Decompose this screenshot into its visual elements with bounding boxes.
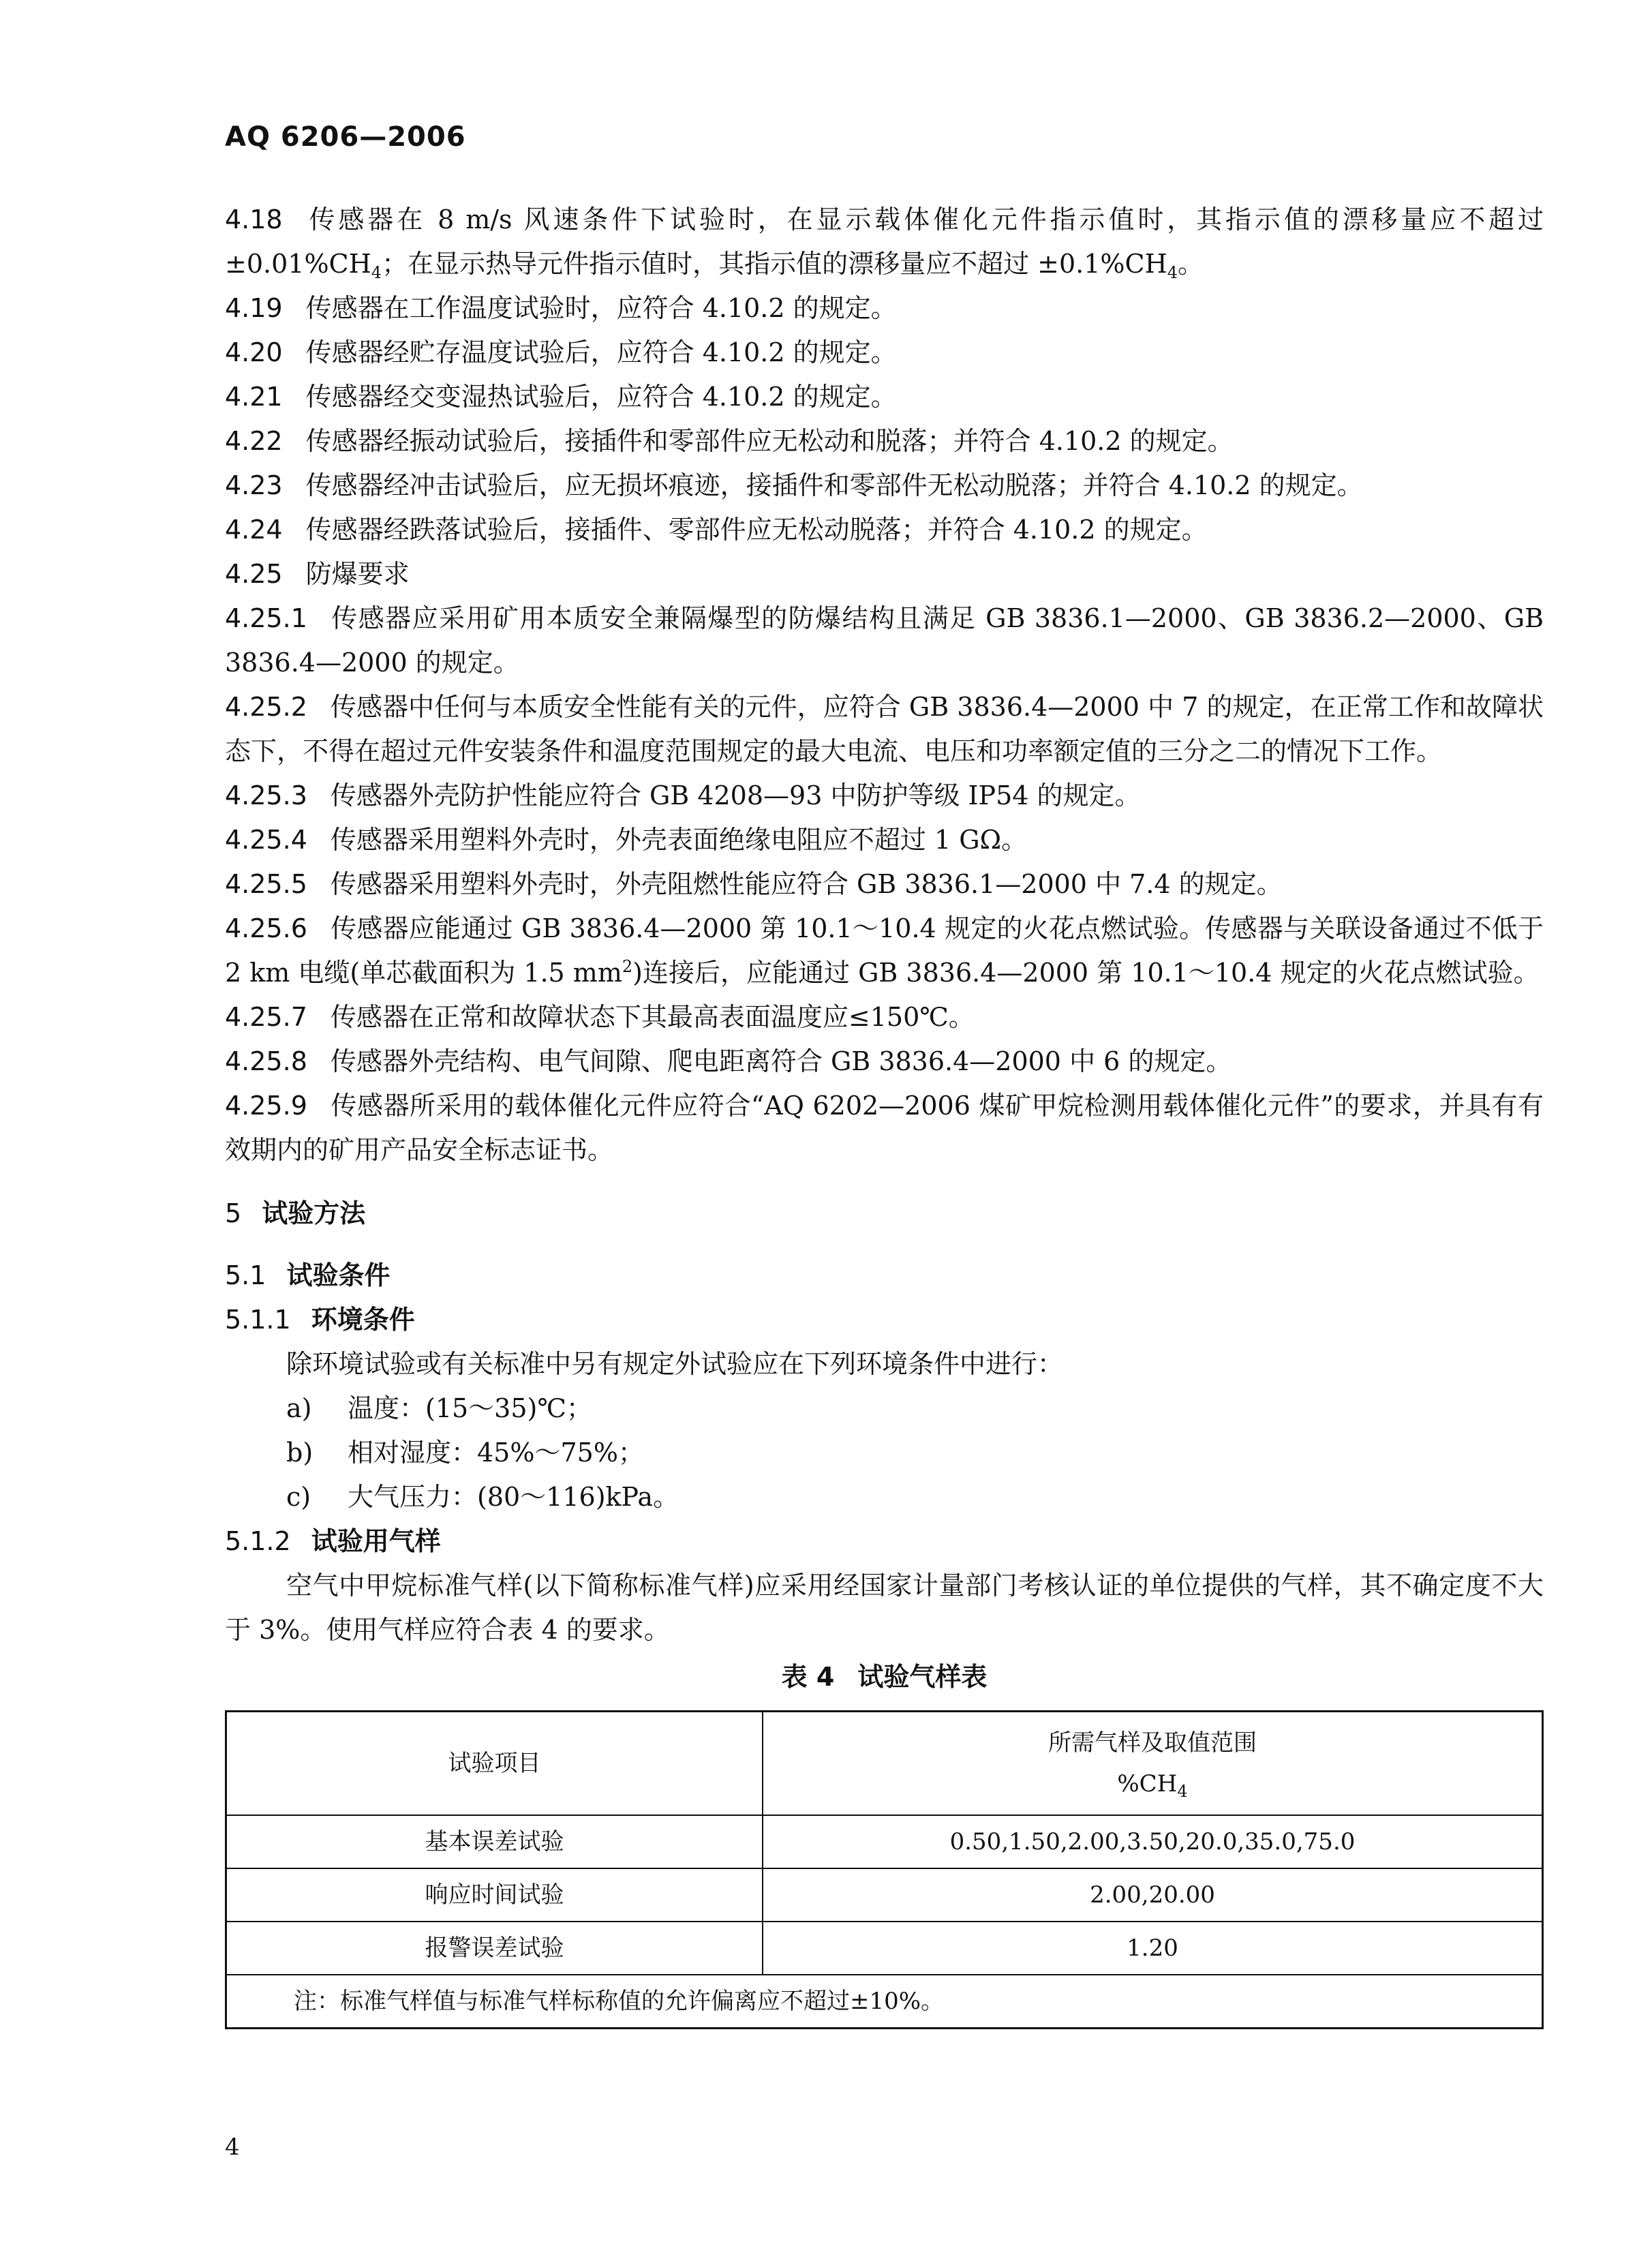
table-caption: 表 4 试验气样表: [781, 1662, 988, 1692]
clause-4-25-3: 4.25.3 传感器外壳防护性能应符合 GB 4208—93 中防护等级 IP54 的规定。: [225, 780, 1141, 810]
list-item: a) 温度：(15～35)℃；: [286, 1393, 592, 1423]
test-item-cell: 响应时间试验: [226, 1868, 763, 1922]
gas-value-cell: 0.50,1.50,2.00,3.50,20.0,35.0,75.0: [763, 1815, 1543, 1868]
section-5-1-heading: 5.1 试验条件: [225, 1260, 391, 1290]
table-row: [226, 1868, 1543, 1922]
standard-code: AQ 6206—2006: [225, 121, 466, 153]
clause-4-25-7: 4.25.7 传感器在正常和故障状态下其最高表面温度应≤150℃。: [225, 1002, 975, 1032]
clause-4-25-5: 4.25.5 传感器采用塑料外壳时，外壳阻燃性能应符合 GB 3836.1—2000 中 7.4 的规定。: [225, 869, 1283, 899]
clause-4-19: 4.19 传感器在工作温度试验时，应符合 4.10.2 的规定。: [225, 293, 897, 323]
clause-4-25-9: 4.25.9 传感器所采用的载体催化元件应符合“AQ 6202—2006 煤矿甲烷检测用载体催化元件”的要求，并具有有效期内的矿用产品安全标志证书。: [225, 1091, 1544, 1165]
test-item-cell: 报警误差试验: [226, 1922, 763, 1975]
section-5-1-1-heading: 5.1.1 环境条件: [225, 1305, 415, 1335]
gas-value-cell: 1.20: [763, 1922, 1543, 1975]
table-row: [226, 1922, 1543, 1975]
clause-4-25-2: 4.25.2 传感器中任何与本质安全性能有关的元件，应符合 GB 3836.4—2000 中 7 的规定，在正常工作和故障状态下，不得在超过元件安装条件和温度范围规定的最大电流、电压和功率额定值的三分之二的情况下工作。: [225, 692, 1544, 766]
clause-4-23: 4.23 传感器经冲击试验后，应无损坏痕迹，接插件和零部件无松动脱落；并符合 4.10.2 的规定。: [225, 470, 1363, 500]
list-item: c) 大气压力：(80～116)kPa。: [286, 1482, 679, 1512]
clause-4-25-8: 4.25.8 传感器外壳结构、电气间隙、爬电距离符合 GB 3836.4—2000 中 6 的规定。: [225, 1046, 1232, 1076]
section-5-heading: 5 试验方法: [225, 1198, 366, 1228]
table-note-row: [226, 1975, 1543, 2029]
clause-4-22: 4.22 传感器经振动试验后，接插件和零部件应无松动和脱落；并符合 4.10.2 的规定。: [225, 426, 1234, 456]
document-body: [225, 198, 1544, 2029]
clause-4-25: 4.25 防爆要求: [225, 559, 410, 589]
table-header-row: [226, 1712, 1543, 1816]
header-test-item: 试验项目: [226, 1712, 763, 1816]
section-5-1-2-heading: 5.1.2 试验用气样: [225, 1526, 441, 1556]
list-item: b) 相对湿度：45%～75%；: [286, 1438, 644, 1468]
gas-sample-table: [225, 1710, 1544, 2029]
test-item-cell: 基本误差试验: [226, 1815, 763, 1868]
clause-4-25-1: 4.25.1 传感器应采用矿用本质安全兼隔爆型的防爆结构且满足 GB 3836.1—2000、GB 3836.2—2000、GB 3836.4—2000 的规定。: [225, 603, 1544, 678]
clause-4-20: 4.20 传感器经贮存温度试验后，应符合 4.10.2 的规定。: [225, 337, 897, 367]
table-row: [226, 1815, 1543, 1868]
clause-4-25-4: 4.25.4 传感器采用塑料外壳时，外壳表面绝缘电阻应不超过 1 GΩ。: [225, 825, 1028, 855]
gas-value-cell: 2.00,20.00: [763, 1868, 1543, 1922]
page-number: 4: [225, 2134, 240, 2161]
clause-4-21: 4.21 传感器经交变湿热试验后，应符合 4.10.2 的规定。: [225, 382, 897, 412]
clause-4-24: 4.24 传感器经跌落试验后，接插件、零部件应无松动脱落；并符合 4.10.2 的规定。: [225, 515, 1208, 545]
gas-sample-text: 空气中甲烷标准气样(以下简称标准气样)应采用经国家计量部门考核认证的单位提供的气样，其不确定度不大于 3%。使用气样应符合表 4 的要求。: [225, 1570, 1544, 1645]
table-note: 注：标准气样值与标准气样标称值的允许偏离应不超过±10%。: [226, 1975, 1543, 2029]
header-gas-range: 所需气样及取值范围 $\%CH_4$: [763, 1712, 1543, 1816]
clause-4-18: 4.18 传感器在 8 m/s 风速条件下试验时，在显示载体催化元件指示值时，其指示值的漂移量应不超过 $\pm 0.01\%CH_4$；在显示热导元件指示值时，其指示值的漂移量应不超过 $\pm 0.1\%CH_4$。: [225, 204, 1544, 282]
environment-intro: 除环境试验或有关标准中另有规定外试验应在下列环境条件中进行：: [286, 1349, 1064, 1379]
clause-4-25-6: 4.25.6 传感器应能通过 GB 3836.4—2000 第 10.1～10.4 规定的火花点燃试验。传感器与关联设备通过不低于 2 km 电缆(单芯截面积为 1.5 $mm^2$)连接后，应能通过 GB 3836.4—2000 第 10.1～10.4 规定的火花点燃试验。: [225, 913, 1544, 988]
